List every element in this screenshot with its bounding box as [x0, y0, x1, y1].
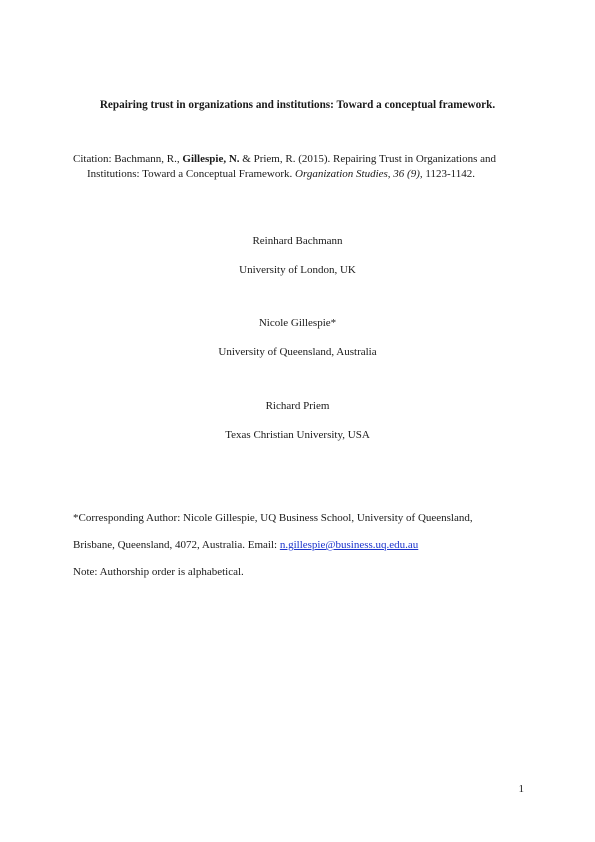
- corresponding-author-line-2: [73, 538, 543, 552]
- paper-title: Repairing trust in organizations and institutions: Toward a conceptual framework.: [99, 99, 496, 111]
- author-affiliation-1: University of London, UK: [239, 264, 356, 276]
- citation-block: [73, 152, 537, 182]
- citation-journal: Organization Studies, 36 (9),: [295, 168, 423, 181]
- author-name-2: Nicole Gillespie*: [258, 317, 337, 329]
- citation-prefix: Citation: Bachmann, R.,: [73, 153, 183, 165]
- author-affiliation-3: Texas Christian University, USA: [225, 429, 370, 441]
- citation-middle: & Priem, R. (2015). Repairing Trust in Organizations and Institutions: Toward a Conceptual Framework.: [87, 153, 496, 181]
- citation-pages: 1123-1142.: [422, 168, 475, 181]
- corresponding-address: Brisbane, Queensland, 4072, Australia. Email:: [73, 539, 280, 551]
- authorship-note: Note: Authorship order is alphabetical.: [73, 566, 244, 578]
- page-number: 1: [518, 783, 524, 795]
- corresponding-author-line-1: *Corresponding Author: Nicole Gillespie, UQ Business School, University of Queensland,: [73, 512, 473, 524]
- author-name-1: Reinhard Bachmann: [252, 235, 343, 247]
- email-link[interactable]: n.gillespie@business.uq.edu.au: [279, 539, 419, 551]
- author-affiliation-2: University of Queensland, Australia: [218, 346, 377, 358]
- citation-bold-author: Gillespie, N.: [182, 153, 240, 165]
- author-name-3: Richard Priem: [265, 400, 330, 412]
